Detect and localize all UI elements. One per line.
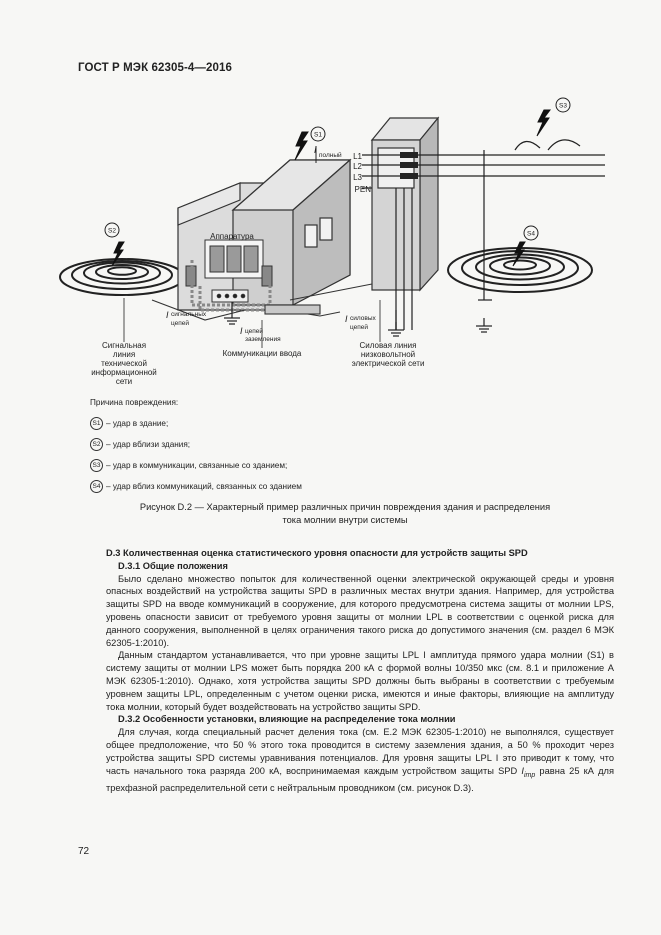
- i-power-sub1: силовых: [350, 315, 376, 322]
- i-earth-label: I: [240, 326, 243, 336]
- equipment-label: Аппаратура: [210, 232, 254, 241]
- paragraph-3: [106, 726, 614, 795]
- l1-label: L1: [353, 152, 362, 161]
- section-d32-title: D.3.2 Особенности установки, влияющие на распределение тока молнии: [118, 714, 456, 725]
- l2-label: L2: [353, 162, 362, 171]
- signal-line-label-1: Сигнальная: [101, 341, 147, 350]
- signal-line-label-3: технической: [101, 359, 147, 368]
- legend-text: – удар вблизи здания;: [106, 440, 191, 449]
- paragraph-3-part-b: равна 25 кА для трехфазной распределительной сети с нейтральным проводником (см. рисунок D.3).: [106, 765, 614, 794]
- i-power-label: I: [345, 314, 348, 324]
- comm-input-label: Коммуникации ввода: [222, 349, 302, 358]
- signal-line-label-4: информационной: [91, 368, 157, 377]
- l3-label: L3: [353, 173, 362, 182]
- power-line-label-2: низковольтной: [360, 350, 416, 359]
- badge-s4: S4: [527, 230, 535, 238]
- legend-text: – удар в коммуникации, связанные со зданием;: [106, 461, 288, 470]
- i-imp-symbol: I: [521, 765, 524, 776]
- distribution-cabinet: [372, 118, 438, 290]
- ground-rings-s2: [60, 259, 184, 295]
- i-power-sub2: цепей: [350, 324, 369, 331]
- figure-d2-diagram: [0, 90, 661, 390]
- caption-line-1: Рисунок D.2 — Характерный пример различных причин повреждения здания и распределения: [139, 502, 551, 512]
- section-d31-title: D.3.1 Общие положения: [118, 560, 228, 571]
- document-header: ГОСТ Р МЭК 62305-4—2016: [78, 62, 232, 74]
- caption-line-2: тока молнии внутри системы: [282, 515, 408, 525]
- badge-s3: S3: [559, 102, 567, 110]
- legend-badge: S1: [90, 417, 103, 430]
- badge-s2: S2: [108, 227, 116, 235]
- page-number: 72: [78, 846, 90, 857]
- legend-text: – удар в здание;: [106, 419, 169, 428]
- i-lightning-label: I: [314, 145, 317, 155]
- power-line-label-3: электрической сети: [351, 359, 425, 368]
- legend-text: – удар вблиз коммуникаций, связанных со зданием: [106, 482, 302, 491]
- legend-badge: S2: [90, 438, 103, 451]
- legend-badge: S3: [90, 459, 103, 472]
- paragraph-2: Данным стандартом устанавливается, что при уровне защиты LPL I амплитуда прямого удара молнии (S1) в систему защиты от молнии LPS может быть порядка 200 кА с формой волны 10/350 мкс (см. 8.1 и приложение А МЭК 62305-1:2010). Однако, хотя устройства защиты SPD должны быть выбраны в соответствии с требуемым уровнем защиты LPL, определенным с учетом оценки риска, имеются и иные факторы, влияющие на амплитуду тока молнии, который будет воздействовать на устройство защиты SPD.: [106, 650, 614, 712]
- badge-s1: S1: [314, 131, 322, 139]
- figure-legend: [90, 398, 302, 497]
- i-imp-subscript: imp: [523, 771, 536, 779]
- power-line-label-1: Силовая линия: [359, 341, 417, 350]
- legend-badge: S4: [90, 480, 103, 493]
- legend-title: Причина повреждения:: [90, 398, 179, 407]
- section-d3: [106, 547, 614, 795]
- legend-item: [90, 434, 302, 455]
- i-signal-label: I: [166, 310, 169, 320]
- pen-label: PEN: [354, 185, 371, 194]
- legend-item: [90, 476, 302, 497]
- paragraph-1: Было сделано множество попыток для количественной оценки электрической окружающей среды и уровня опасных воздействий на устройства защиты SPD в различных местах внутри здания. Например, для устройства защиты SPD на вводе коммуникаций в сооружение, для которого предусмотрена система защиты от молнии LPS, уровень опасности зависит от требуемого уровня защиты от молнии LPL в соответствии с оценкой риска для данного сооружения, выполненной в целях ограничения такого риска до допустимого значения (см. раздел 6 МЭК 62305-1:2010).: [106, 573, 614, 648]
- figure-caption: [110, 501, 580, 527]
- i-signal-sub1: сигнальных: [171, 311, 207, 318]
- i-signal-sub2: цепей: [171, 320, 190, 327]
- section-d3-title: D.3 Количественная оценка статистического уровня опасности для устройств защиты SPD: [106, 548, 528, 558]
- legend-item: [90, 455, 302, 476]
- i-earth-sub2: заземления: [245, 336, 281, 343]
- i-lightning-sub: полный: [319, 152, 342, 159]
- paragraph-3-part-a: Для случая, когда специальный расчет деления тока (см. Е.2 МЭК 62305-1:2010) не выполнялся, существует общее предположение, что 50 % этого тока проводится в систему заземления здания, а 50 % проходит через устройства защиты SPD системы уравнивания потенциалов. Для уровня защиты LPL I это приводит к тому, что часть начального тока разряда 200 кА, воспринимаемая каждым устройством защиты SPD: [106, 727, 614, 776]
- i-earth-sub1: цепей: [245, 328, 264, 335]
- signal-line-label-5: сети: [115, 377, 133, 386]
- legend-item: [90, 413, 302, 434]
- signal-line-label-2: линия: [112, 350, 136, 359]
